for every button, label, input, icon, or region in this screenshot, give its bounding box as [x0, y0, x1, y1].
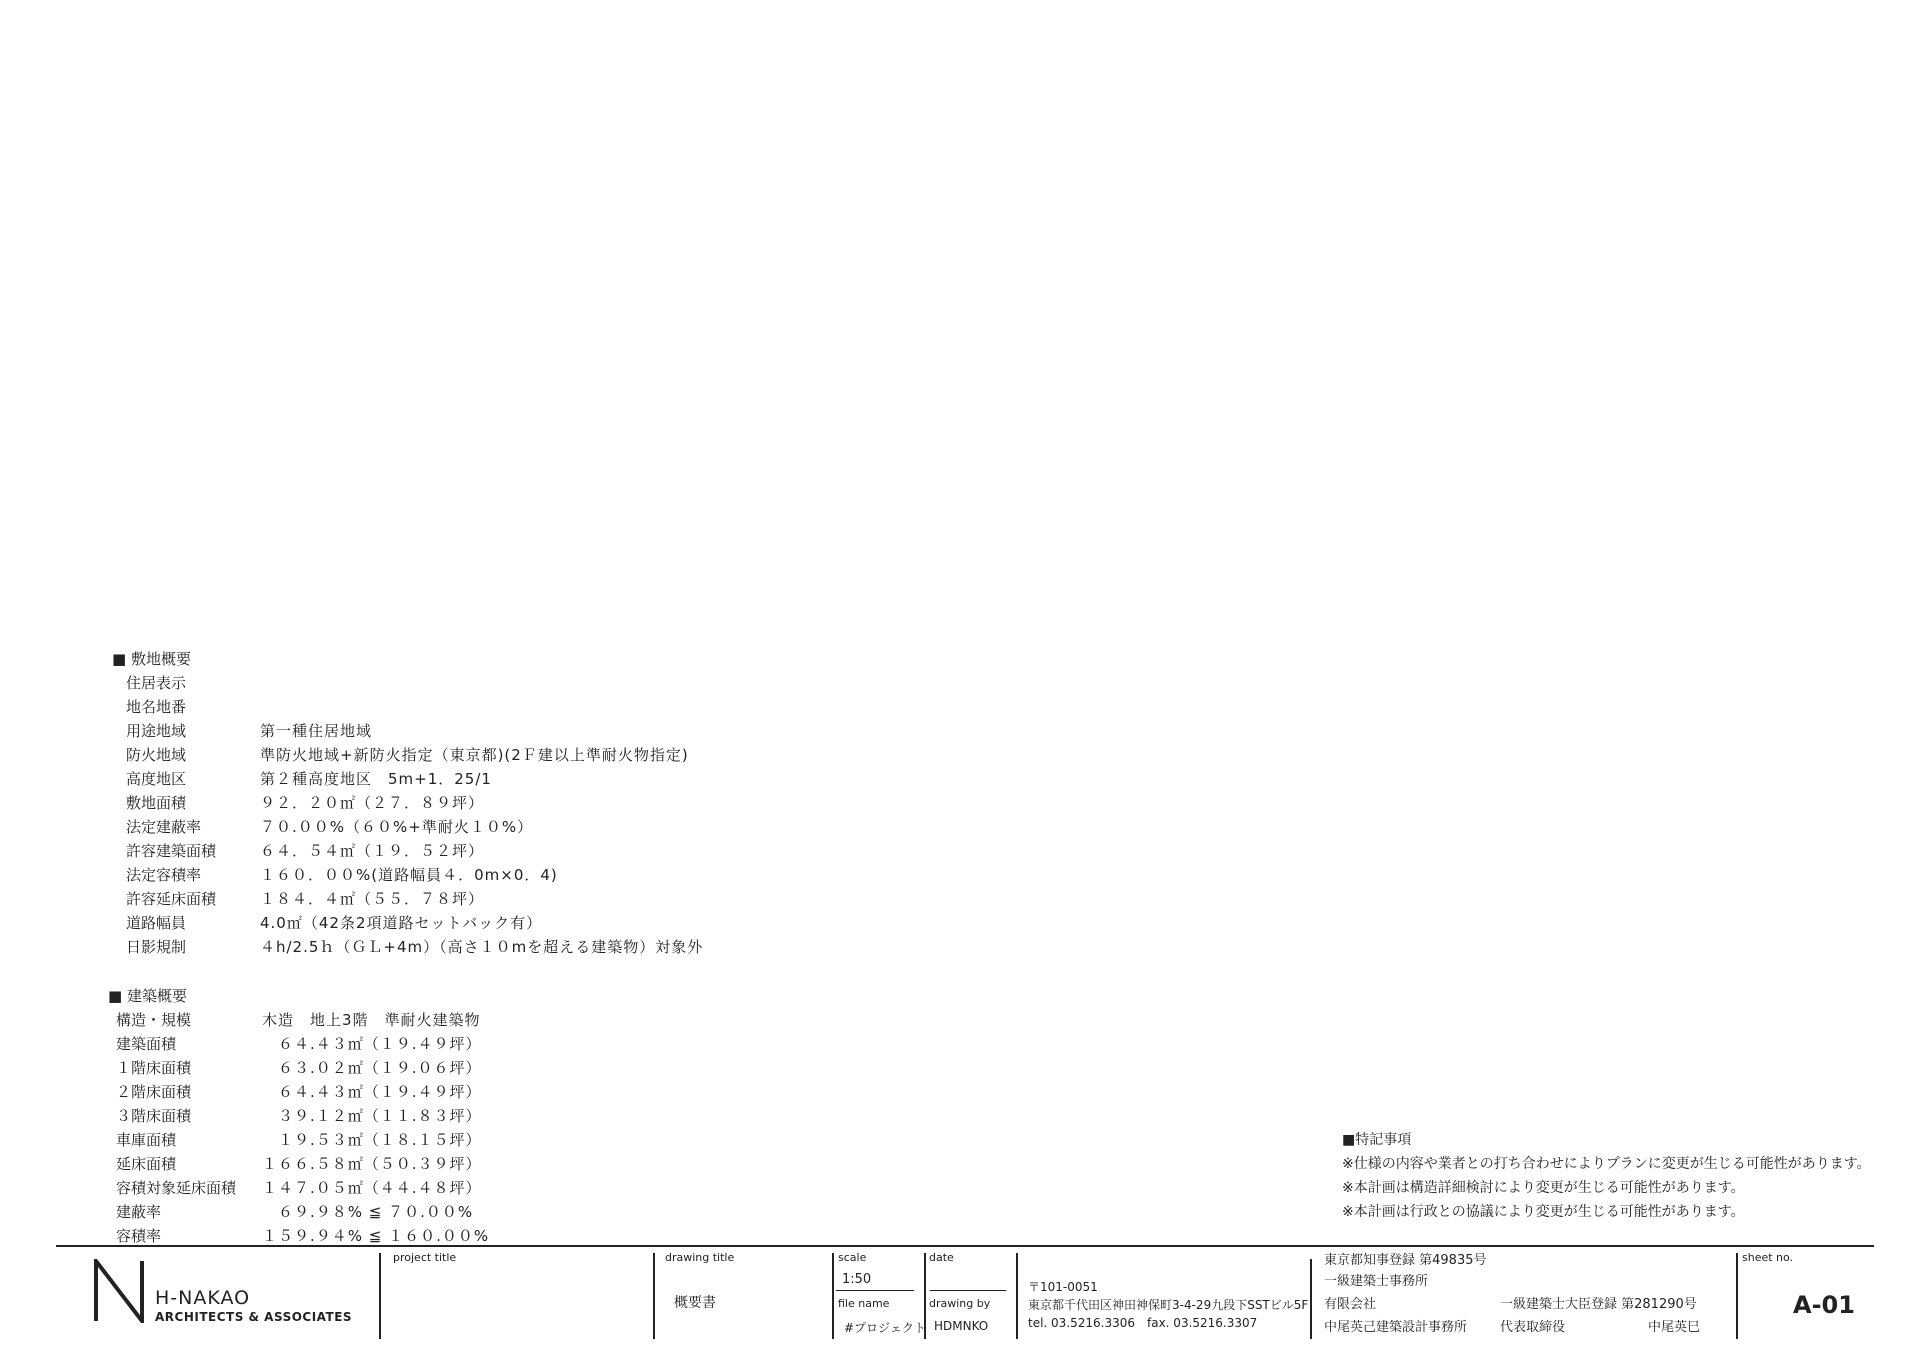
row-label: ３階床面積 [116, 1107, 192, 1125]
divider [1736, 1253, 1738, 1339]
drawing-title: 概要書 [674, 1295, 716, 1311]
row-label: 延床面積 [116, 1155, 177, 1173]
row-value: １６６.５８㎡（５０.３９坪） [262, 1155, 482, 1173]
row-label: 法定建蔽率 [126, 818, 202, 836]
table-row [108, 1008, 489, 1032]
table-row [112, 935, 703, 959]
fax: fax. 03.5216.3307 [1147, 1316, 1258, 1330]
scale-label: scale [838, 1251, 867, 1264]
row-value: ６３.０２㎡（１９.０６坪） [262, 1059, 482, 1077]
row-value: ６９.９８% ≦ ７０.００% [262, 1203, 474, 1221]
table-row [108, 1104, 489, 1128]
divider [1016, 1253, 1018, 1339]
site-overview-section [112, 647, 703, 959]
date-label: date [929, 1251, 954, 1264]
row-label: 用途地域 [126, 722, 187, 740]
table-row [108, 1032, 489, 1056]
row-value: １６０．００%(道路幅員４．0m×0．4) [260, 866, 558, 884]
logo-n-icon [92, 1259, 146, 1323]
building-overview-heading: ■ 建築概要 [108, 987, 187, 1005]
company-type: 有限会社 [1324, 1297, 1377, 1312]
divider [1310, 1259, 1312, 1339]
date-underline [930, 1290, 1006, 1291]
divider [924, 1253, 926, 1339]
table-row [112, 839, 703, 863]
logo-line1: H-NAKAO [155, 1287, 251, 1309]
title-block [56, 1245, 1874, 1341]
row-label: 許容延床面積 [126, 890, 217, 908]
row-value: １８４．４㎡（５５．７８坪） [260, 890, 485, 908]
row-label: 許容建築面積 [126, 842, 217, 860]
table-row [112, 719, 703, 743]
sheet-no-label: sheet no. [1742, 1251, 1794, 1264]
row-label: 日影規制 [126, 938, 187, 956]
drawing-by-label: drawing by [929, 1297, 991, 1310]
table-row [108, 1056, 489, 1080]
row-value: 第２種高度地区 5m+1．25/1 [260, 770, 492, 788]
table-row [108, 1152, 489, 1176]
drawing-title-label: drawing title [665, 1251, 735, 1264]
drawing-by-value: HDMNKO [934, 1319, 989, 1333]
table-row [108, 1200, 489, 1224]
table-row [112, 911, 703, 935]
table-row [112, 671, 703, 695]
row-label: 車庫面積 [116, 1131, 177, 1149]
row-label: 建蔽率 [116, 1203, 162, 1221]
divider [832, 1253, 834, 1339]
file-name-value: #プロジェクト [844, 1321, 926, 1335]
row-label: 容積率 [116, 1227, 162, 1245]
architect-registration: 一級建築士大臣登録 第281290号 [1500, 1297, 1697, 1312]
row-value: ９２．２０㎡（２７．８９坪） [260, 794, 485, 812]
table-row [108, 1080, 489, 1104]
notes-heading: ■特記事項 [1342, 1132, 1412, 1148]
file-name-label: file name [838, 1297, 890, 1310]
table-row [108, 1128, 489, 1152]
representative-title: 代表取締役 [1500, 1320, 1566, 1335]
project-title-label: project title [393, 1251, 457, 1264]
table-row [112, 863, 703, 887]
building-overview-section [108, 984, 489, 1248]
office-type: 一級建築士事務所 [1324, 1274, 1429, 1289]
row-value: 準防火地域+新防火指定（東京都)(2Ｆ建以上準耐火物指定) [260, 746, 689, 764]
row-label: 地名地番 [126, 698, 187, 716]
row-label: 住居表示 [126, 674, 187, 692]
row-value: ４h/2.5ｈ（ＧＬ+4m）（高さ１０mを超える建築物）対象外 [260, 938, 704, 956]
tel: tel. 03.5216.3306 [1028, 1316, 1136, 1330]
row-value: 第一種住居地域 [260, 722, 373, 740]
row-label: 高度地区 [126, 770, 187, 788]
scale-value: 1:50 [842, 1272, 872, 1287]
table-row [112, 767, 703, 791]
row-label: 道路幅員 [126, 914, 187, 932]
table-row [112, 743, 703, 767]
logo-line2: ARCHITECTS & ASSOCIATES [155, 1310, 353, 1324]
divider [379, 1253, 381, 1339]
row-value: ３９.１２㎡（１１.８３坪） [262, 1107, 482, 1125]
table-row [112, 695, 703, 719]
row-value: 4.0㎡（42条2項道路セットバック有） [260, 914, 543, 932]
row-value: ６４.４３㎡（１９.４９坪） [262, 1035, 482, 1053]
registration: 東京都知事登録 第49835号 [1324, 1253, 1487, 1268]
row-label: 建築面積 [116, 1035, 177, 1053]
row-label: 防火地域 [126, 746, 187, 764]
row-value: １４７.０５㎡（４４.４８坪） [262, 1179, 482, 1197]
divider [653, 1253, 655, 1339]
note-item: ※仕様の内容や業者との打ち合わせによりプランに変更が生じる可能性があります。 [1342, 1156, 1871, 1172]
sheet-no-value: A-01 [1793, 1291, 1855, 1319]
row-value: ６４.４３㎡（１９.４９坪） [262, 1083, 482, 1101]
note-item: ※本計画は構造詳細検討により変更が生じる可能性があります。 [1342, 1180, 1745, 1196]
row-label: 敷地面積 [126, 794, 187, 812]
row-label: 法定容積率 [126, 866, 202, 884]
table-row [108, 1176, 489, 1200]
note-item: ※本計画は行政との協議により変更が生じる可能性があります。 [1342, 1204, 1745, 1220]
row-label: １階床面積 [116, 1059, 192, 1077]
row-label: ２階床面積 [116, 1083, 192, 1101]
table-row [112, 887, 703, 911]
notes-section [1342, 1128, 1871, 1224]
title-block-border [56, 1245, 1874, 1247]
row-value: ６４．５４㎡（１９．５２坪） [260, 842, 485, 860]
table-row [112, 815, 703, 839]
row-value: 木造 地上3階 準耐火建築物 [262, 1011, 481, 1029]
company-name: 中尾英己建築設計事務所 [1324, 1320, 1468, 1335]
postal-code: 〒101-0051 [1028, 1280, 1098, 1294]
site-overview-heading: ■ 敷地概要 [112, 650, 191, 668]
representative-name: 中尾英巳 [1648, 1320, 1701, 1335]
table-row [112, 791, 703, 815]
address: 東京都千代田区神田神保町3-4-29九段下SSTビル5F [1028, 1298, 1309, 1312]
row-value: ７０.００%（６０%+準耐火１０%） [260, 818, 534, 836]
row-value: １５９.９４% ≦ １６０.００% [262, 1227, 490, 1245]
row-label: 容積対象延床面積 [116, 1179, 237, 1197]
row-label: 構造・規模 [116, 1011, 192, 1029]
scale-underline [836, 1290, 914, 1291]
row-value: １９.５３㎡（１８.１５坪） [262, 1131, 482, 1149]
